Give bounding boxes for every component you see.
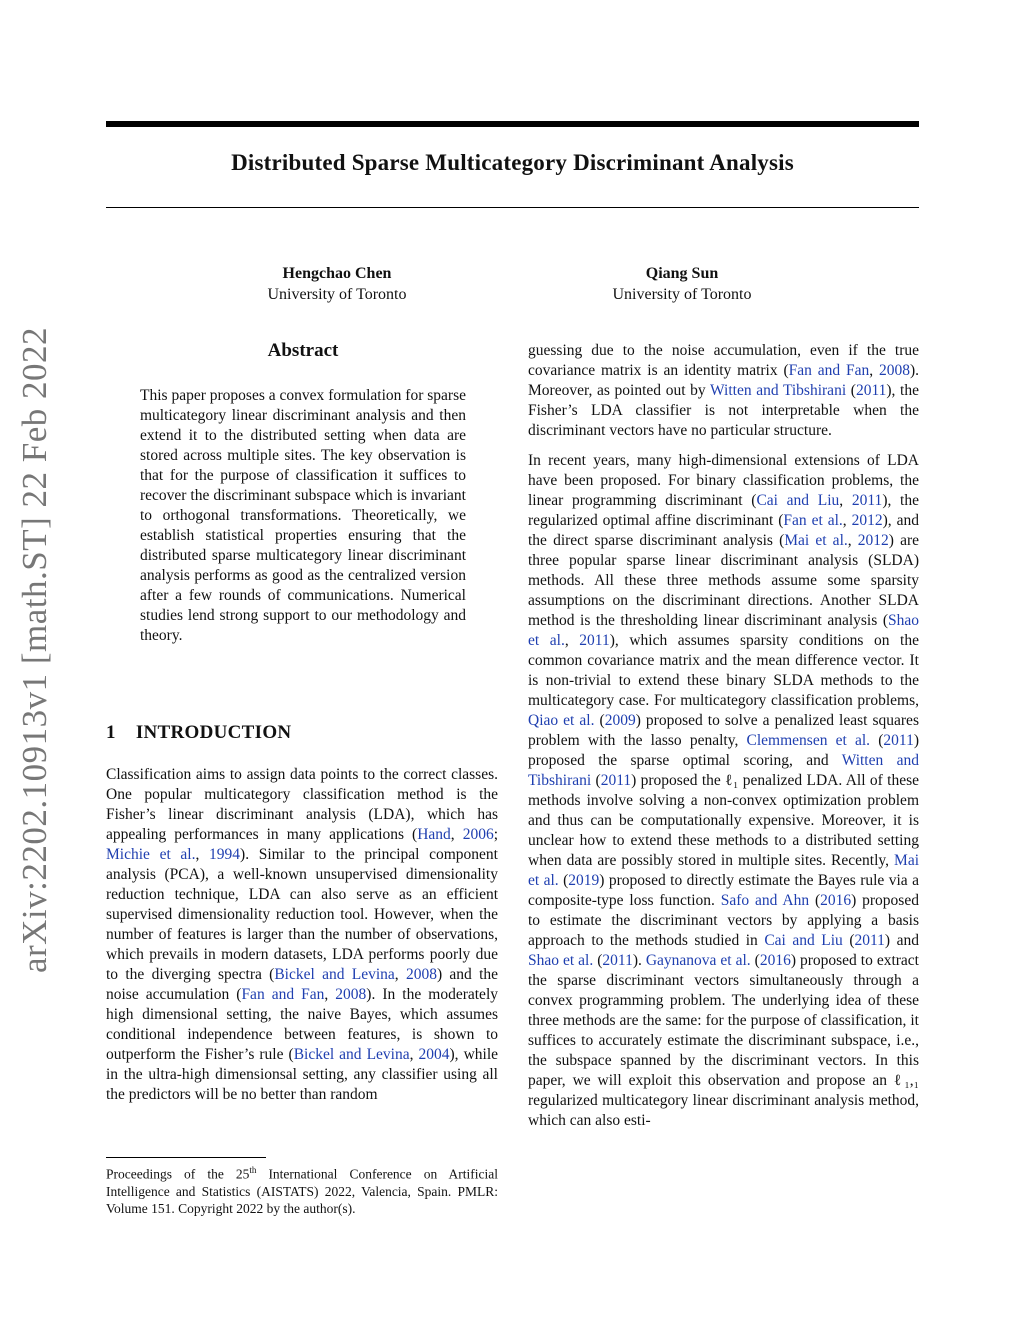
citation-link[interactable]: Shao et al. — [528, 952, 594, 969]
body-text: ( — [842, 932, 855, 949]
body-text: , — [564, 632, 580, 649]
body-text: ) proposed the ℓ₁ penalized LDA. All of these methods involve solving a non-convex optimization problem and thus can be computationally expensive. Moreover, it is unclear how to extend these methods to a distributed setting when data are possibly stored in multiple sites. Recently, — [528, 772, 919, 869]
citation-link[interactable]: Clemmensen et al. — [746, 732, 871, 749]
citation-link[interactable]: Fan and Fan — [788, 362, 870, 379]
body-text: , — [839, 492, 852, 509]
author-affiliation: University of Toronto — [267, 286, 407, 303]
body-text: Classification aims to assign data points to the correct classes. One popular multicategory classification method is the Fisher’s linear discriminant analysis (LDA), which has appealing performances in many applications ( — [106, 766, 498, 843]
paper-title: Distributed Sparse Multicategory Discriminant Analysis — [231, 150, 794, 175]
abstract-text: This paper proposes a convex formulation for sparse multicategory linear discriminant analysis and then extend it to the distributed setting when data are stored across multiple sites. The key observation is that for the purpose of classification it suffices to recover the discriminant subspace which is invariant to orthogonal transformations. Theoretically, we establish statistical properties ensuring that the distributed sparse multicategory linear discriminant analysis performs as good as the centralized version after a few rounds of communications. Numerical studies lend strong support to our methodology and theory. — [140, 387, 466, 644]
citation-link[interactable]: Mai et al. — [784, 532, 848, 549]
citation-link[interactable]: Safo and Ahn — [720, 892, 810, 909]
body-text: , — [195, 846, 210, 863]
body-text: ). Similar to the principal component analysis (PCA), a well-known unsupervised dimensionality reduction technique, LDA can also serve as an efficient supervised dimensionality reduction tool. However, when the number of features is larger than the number of observations, which prevails in modern datasets, LDA performs poorly due to the diverging spectra ( — [106, 846, 498, 983]
citation-link[interactable]: 2012 — [857, 532, 889, 549]
arxiv-identifier[interactable]: arXiv:2202.10913v1 [math.ST] 22 Feb 2022 — [15, 326, 54, 974]
citation-link[interactable]: 1994 — [209, 846, 241, 863]
citation-link[interactable]: 2016 — [759, 952, 791, 969]
body-text: , — [394, 966, 406, 983]
body-text: ) are three popular sparse linear discriminant analysis (SLDA) methods. All these three methods assume some sparsity assumptions on the discriminant directions. Another SLDA method is the thresholding linear discriminant analysis ( — [528, 532, 919, 629]
body-text: In recent years, many high-dimensional extensions of LDA have been proposed. For binary classification problems, the linear programming discriminant ( — [528, 452, 919, 509]
body-text: ( — [558, 872, 569, 889]
right-column-text — [528, 341, 919, 1141]
body-text: ( — [593, 952, 603, 969]
body-text: ). Moreover, as pointed out by — [528, 362, 920, 399]
body-text: ) proposed to solve a penalized least squares problem with the lasso penalty, — [528, 712, 919, 749]
citation-link[interactable]: Cai and Liu — [764, 932, 843, 949]
arxiv-stamp — [12, 326, 58, 974]
body-text: ), the regularized optimal affine discriminant ( — [528, 492, 919, 529]
body-text: , — [450, 826, 463, 843]
citation-link[interactable]: Gaynanova et al. — [645, 952, 751, 969]
citation-link[interactable]: 2009 — [604, 712, 636, 729]
citation-link[interactable]: Hand — [417, 826, 451, 843]
citation-link[interactable]: Mai et al. — [528, 852, 919, 889]
body-text: ( — [809, 892, 821, 909]
abstract-body — [140, 386, 466, 646]
intro-paragraph-3 — [528, 451, 919, 1131]
citation-link[interactable]: 2006 — [462, 826, 494, 843]
citation-link[interactable]: Michie et al. — [106, 846, 196, 863]
body-text: ) proposed the sparse optimal scoring, and — [528, 732, 919, 769]
citation-link[interactable]: 2004 — [418, 1046, 450, 1063]
body-text: ), which assumes sparsity conditions on the common covariance matrix and the mean difference vector. It is non-trivial to extend these binary SLDA methods to the multicategory case. For multicategory classification problems, — [528, 632, 919, 709]
footnote-text-end: International Conference on Artificial Intelligence and Statistics (AISTATS) 2022, Valencia, Spain. PMLR: Volume 151. Copyright 2022 by the author(s). — [106, 1166, 498, 1216]
citation-link[interactable]: 2011 — [855, 382, 887, 399]
body-text: ) proposed to estimate the discriminant vectors by applying a basis approach to the methods studied in — [528, 892, 919, 949]
left-column-text — [106, 765, 498, 1105]
citation-link[interactable]: 2008 — [878, 362, 910, 379]
author-block-2 — [532, 263, 832, 305]
body-text: ), the Fisher’s LDA classifier is not interpretable when the discriminant vectors have no particular structure. — [528, 382, 919, 439]
citation-link[interactable]: 2011 — [854, 932, 885, 949]
body-text: ( — [750, 952, 760, 969]
body-text: ), while in the ultra-high dimensionsal setting, any classifier using all the predictors will be no better than random — [106, 1046, 499, 1103]
body-text: ) and the noise accumulation ( — [106, 966, 499, 1003]
intro-paragraph-2 — [528, 341, 919, 441]
body-text: ( — [846, 382, 856, 399]
author-block-1 — [187, 263, 487, 305]
title-top-rule — [106, 121, 919, 127]
author-affiliation: University of Toronto — [612, 286, 752, 303]
section-number: 1 — [106, 722, 116, 743]
title-bottom-rule — [106, 207, 919, 208]
citation-link[interactable]: Shao et al. — [528, 612, 919, 649]
footnote-rule — [106, 1157, 266, 1158]
citation-link[interactable]: 2008 — [335, 986, 367, 1003]
citation-link[interactable]: 2011 — [579, 632, 610, 649]
author-name: Qiang Sun — [645, 265, 719, 282]
author-name: Hengchao Chen — [282, 265, 392, 282]
body-text: guessing due to the noise accumulation, even if the true covariance matrix is an identity matrix ( — [528, 342, 919, 379]
body-text: , — [409, 1046, 419, 1063]
intro-paragraph-1 — [106, 765, 498, 1105]
body-text: ). In the moderately high dimensional setting, the naive Bayes, which assumes conditional independence between features, is shown to outperform the Fisher’s rule ( — [106, 986, 498, 1063]
citation-link[interactable]: 2008 — [405, 966, 437, 983]
body-text: ). — [632, 952, 646, 969]
footnote-superscript: th — [249, 1165, 257, 1175]
section-title: INTRODUCTION — [135, 722, 292, 743]
body-text: ), and the direct sparse discriminant analysis ( — [528, 512, 919, 549]
citation-link[interactable]: 2019 — [568, 872, 600, 889]
citation-link[interactable]: Qiao et al. — [528, 712, 595, 729]
citation-link[interactable]: Cai and Liu — [756, 492, 840, 509]
body-text: ( — [591, 772, 601, 789]
abstract-heading: Abstract — [267, 340, 339, 361]
citation-link[interactable]: Witten and Tibshirani — [528, 752, 919, 789]
footnote-text-start: Proceedings of the 25 — [106, 1166, 250, 1182]
citation-link[interactable]: 2011 — [851, 492, 883, 509]
body-text: ( — [594, 712, 605, 729]
footnote — [106, 1162, 498, 1217]
body-text: , — [842, 512, 852, 529]
body-text: , — [869, 362, 879, 379]
citation-link[interactable]: 2016 — [820, 892, 852, 909]
citation-link[interactable]: Bickel and Levina — [293, 1046, 410, 1063]
citation-link[interactable]: Fan et al. — [783, 512, 843, 529]
body-text: ) and — [884, 932, 919, 949]
section-heading — [106, 722, 291, 744]
citation-link[interactable]: Bickel and Levina — [274, 966, 395, 983]
citation-link[interactable]: 2011 — [602, 952, 633, 969]
citation-link[interactable]: 2011 — [883, 732, 914, 749]
citation-link[interactable]: 2011 — [600, 772, 632, 789]
body-text: ) proposed to extract the sparse discriminant vectors simultaneously through a convex programming problem. The underlying idea of these three methods are the same: for the purpose of classification, it suffices to accurately estimate the discriminant subspace, i.e., the subspace spanned by the discriminant vectors. In this paper, we will exploit this observation and propose an ℓ₁,₁ regularized multicategory linear discriminant analysis method, which can also esti- — [528, 952, 919, 1129]
body-text: ; — [493, 826, 498, 843]
body-text: ) proposed to directly estimate the Bayes rule via a composite-type loss function. — [528, 872, 919, 909]
citation-link[interactable]: Witten and Tibshirani — [710, 382, 847, 399]
body-text: , — [847, 532, 858, 549]
citation-link[interactable]: Fan and Fan — [241, 986, 325, 1003]
body-text: , — [324, 986, 336, 1003]
body-text: ( — [870, 732, 884, 749]
citation-link[interactable]: 2012 — [851, 512, 883, 529]
